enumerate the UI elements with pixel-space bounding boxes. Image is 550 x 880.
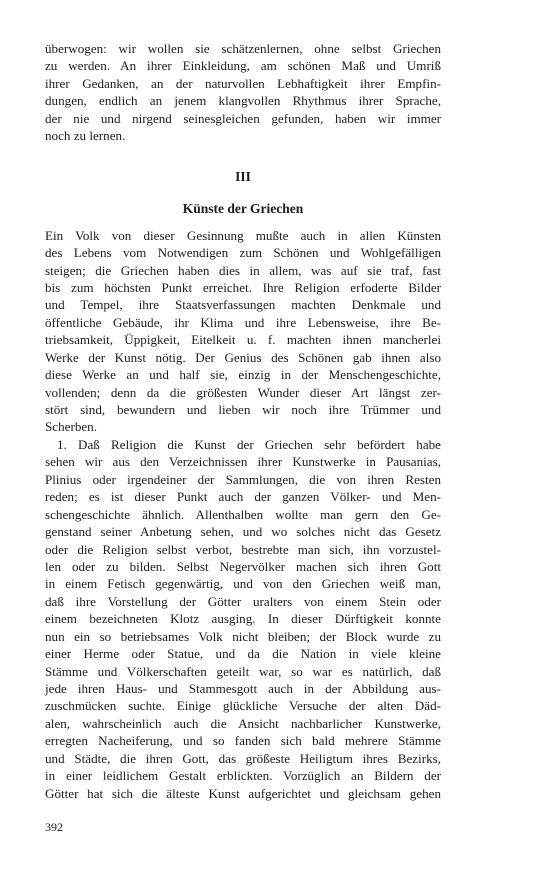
text-line: nun ein so betriebsames Volk nicht bleiben; der Block wurde zu	[45, 628, 441, 644]
text-line: öffentliche Gebäude, ihr Klima und ihre Lebensweise, ihre Be-	[45, 314, 441, 330]
text-line: Stämme und Völkerschaften geteilt war, so war es natürlich, daß	[45, 663, 441, 679]
text-line: oder die Religion selbst verbot, bestrebte man sich, ihn vorzustel-	[45, 541, 441, 557]
text-line: des Lebens vom Notwendigen zum Schönen und Wohlgefälligen	[45, 245, 441, 261]
text-line: in einem Fetisch gegenwärtig, und von den Griechen weiß man,	[45, 576, 441, 592]
text-line: daß ihre Vorstellung der Götter uralters von einem Stein oder	[45, 593, 441, 609]
text-line: einer Herme oder Statue, und da die Nation in viele kleine	[45, 646, 441, 662]
text-line: überwogen: wir wollen sie schätzenlernen, ohne selbst Griechen	[45, 41, 441, 56]
intro-paragraph	[45, 40, 441, 145]
text-line: dungen, endlich an jenem klangvollen Rhythmus ihrer Sprache,	[45, 93, 441, 109]
text-line: len oder zu bilden. Selbst Negervölker machen sich ihren Gott	[45, 558, 441, 574]
text-line: diese Werke an und half sie, einzig in der Menschengeschichte,	[45, 367, 441, 383]
text-line: zuschmücken suchte. Einige glückliche Versuche der alten Däd-	[45, 698, 441, 714]
text-line: Werke der Kunst nötig. Der Genius des Schönen gab ihnen also	[45, 349, 441, 365]
text-line: steigen; die Griechen haben dies in allem, was auf sie traf, fast	[45, 262, 441, 278]
text-line: stört sind, bewundern und lieben wir noch ihre Trümmer und	[45, 402, 441, 417]
text-line: reden; es ist dieser Punkt auch der ganzen Völker- und Men-	[45, 489, 441, 505]
text-line: alen, wahrscheinlich auch die Ansicht nachbarlicher Kunstwerke,	[45, 715, 441, 731]
text-line: Plinius oder irgendeiner der Sammlungen, die von ihren Resten	[45, 471, 441, 487]
text-line: und Tempel, ihre Staatsverfassungen machten Denkmale und	[45, 297, 441, 313]
section-title: Künste der Griechen	[182, 200, 304, 216]
page-body	[45, 40, 441, 802]
text-line: bis zum höchsten Punkt erreichet. Ihre Religion erfoderte Bilder	[45, 279, 441, 295]
text-line: schengeschichte ähnlich. Allenthalben wollte man gern den Ge-	[45, 506, 441, 522]
text-line: einem bezeichneten Klotz ausging. In dieser Dürftigkeit konnte	[45, 611, 441, 627]
text-line: erregten Nacheiferung, und so fanden sich bald mehrere Stämme	[45, 733, 441, 749]
text-line: ihrer Gedanken, an der naturvollen Lebhaftigkeit ihrer Empfin-	[45, 75, 441, 91]
text-line: und Städte, die ihren Gott, das größeste Heiligtum ihres Bezirks,	[45, 750, 441, 766]
text-line: Scherben.	[45, 419, 97, 435]
text-line: zu werden. An ihrer Einkleidung, am schönen Maß und Umriß	[45, 58, 441, 74]
text-line: der nie und nirgend seinesgleichen gefunden, haben wir immer	[45, 110, 441, 126]
page-number: 392	[45, 820, 63, 834]
paragraph-1	[45, 227, 441, 436]
text-line: noch zu lernen.	[45, 128, 126, 144]
text-line: Ein Volk von dieser Gesinnung mußte auch in allen Künsten	[45, 227, 441, 243]
text-line: jede ihren Haus- und Stammesgott auch in der Abbildung aus-	[45, 681, 441, 696]
text-line: vollenden; denn da die größesten Wunder dieser Art längst zer-	[45, 384, 441, 400]
text-line: genstand seiner Anbetung sehen, und wo solches nicht das Gesetz	[45, 524, 441, 540]
text-line: triebsamkeit, Üppigkeit, Eitelkeit u. f. machten ihnen mancherlei	[45, 332, 441, 348]
section-number: III	[235, 168, 251, 184]
paragraph-2	[45, 436, 441, 802]
text-line: sehen wir aus den Verzeichnissen ihrer Kunstwerke in Pausanias,	[45, 454, 441, 470]
text-line: in einer leidlichem Gestalt erblickten. Vorzüglich an Bildern der	[45, 768, 441, 784]
text-line: Götter hat sich die älteste Kunst aufgerichtet und gleichsam gehen	[45, 785, 441, 801]
text-line: 1. Daß Religion die Kunst der Griechen sehr befördert habe	[57, 436, 441, 452]
